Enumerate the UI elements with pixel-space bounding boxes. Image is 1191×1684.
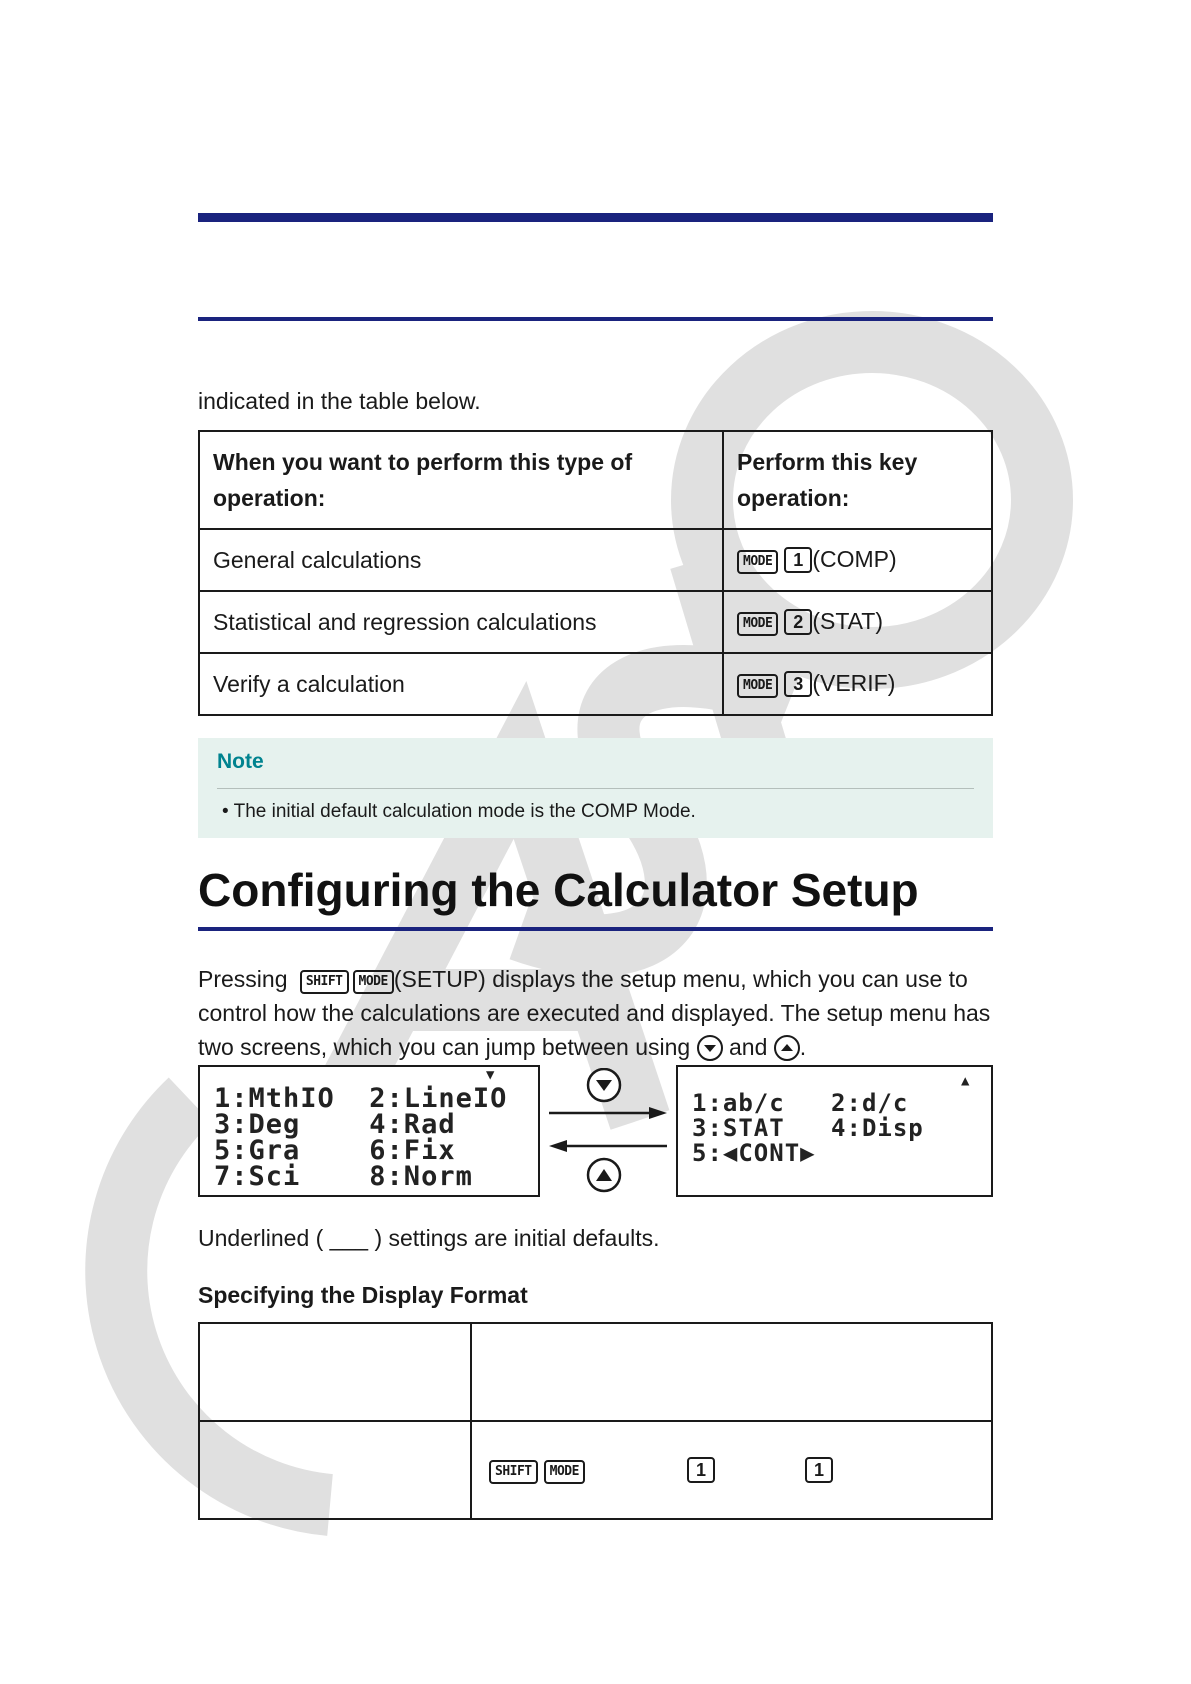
mode-table-header-right bbox=[723, 431, 992, 529]
table-cell-keys bbox=[471, 1421, 992, 1519]
row-result: (STAT) bbox=[812, 608, 883, 634]
setup-pre: Pressing bbox=[198, 966, 288, 992]
mode-table-header bbox=[199, 431, 992, 529]
row-label: General calculations bbox=[199, 529, 723, 591]
table-row bbox=[199, 591, 992, 653]
mode-table bbox=[198, 430, 993, 716]
header-left-text: When you want to perform this type of operation: bbox=[213, 449, 633, 511]
note-box bbox=[198, 738, 993, 838]
forward-arrow-head bbox=[649, 1107, 667, 1119]
row-keys bbox=[723, 591, 992, 653]
section-title-rule bbox=[198, 927, 993, 931]
header-rule-thick bbox=[198, 213, 993, 222]
screen-navigation-arrows bbox=[545, 1068, 675, 1200]
table-cell bbox=[471, 1323, 992, 1421]
section-title: Configuring the Calculator Setup bbox=[198, 864, 919, 916]
row-label: Statistical and regression calculations bbox=[199, 591, 723, 653]
table-row bbox=[199, 653, 992, 715]
row-label: Verify a calculation bbox=[199, 653, 723, 715]
table-row bbox=[199, 529, 992, 591]
row-result: (COMP) bbox=[812, 546, 897, 572]
mode-key: MODE bbox=[737, 550, 778, 574]
table-cell bbox=[199, 1421, 471, 1519]
screen-2-scroll-indicator: ▲ bbox=[961, 1073, 970, 1089]
header-right-text: Perform this key operation: bbox=[737, 449, 918, 511]
back-arrow-head bbox=[549, 1140, 567, 1152]
setup-screen-2 bbox=[676, 1065, 993, 1197]
table-row bbox=[199, 1421, 992, 1519]
screen-2-line: 3:STAT 4:Disp bbox=[692, 1114, 924, 1142]
table-cell bbox=[199, 1323, 471, 1421]
setup-and: and bbox=[729, 1034, 768, 1060]
screen-1-line: 5:Gra 6:Fix bbox=[214, 1135, 456, 1166]
setup-paragraph bbox=[198, 962, 993, 1064]
display-format-table bbox=[198, 1322, 993, 1520]
up-arrow-key-icon bbox=[774, 1035, 800, 1061]
note-divider bbox=[217, 788, 974, 789]
shift-key: SHIFT bbox=[300, 970, 349, 994]
note-title: Note bbox=[217, 750, 264, 773]
row-keys bbox=[723, 529, 992, 591]
intro-text: indicated in the table below. bbox=[198, 388, 481, 414]
screen-1-scroll-indicator: ▼ bbox=[486, 1067, 495, 1083]
num-key: 2 bbox=[784, 609, 812, 635]
note-text: • The initial default calculation mode is the COMP Mode. bbox=[222, 801, 696, 822]
header-rule-thin bbox=[198, 317, 993, 321]
mode-key: MODE bbox=[737, 612, 778, 636]
down-arrow-key-icon bbox=[697, 1035, 723, 1061]
setup-screen-1 bbox=[198, 1065, 540, 1197]
mode-table-header-left bbox=[199, 431, 723, 529]
screen-1-line: 7:Sci 8:Norm bbox=[214, 1161, 473, 1192]
row-result: (VERIF) bbox=[812, 670, 896, 696]
row-keys bbox=[723, 653, 992, 715]
shift-key: SHIFT bbox=[489, 1460, 538, 1484]
defaults-text: Underlined ( ___ ) settings are initial defaults. bbox=[198, 1225, 660, 1251]
num-key: 1 bbox=[784, 547, 812, 573]
screen-2-line: 1:ab/c 2:d/c bbox=[692, 1089, 909, 1117]
screen-1-line: 3:Deg 4:Rad bbox=[214, 1109, 456, 1140]
setup-end: . bbox=[799, 1034, 807, 1060]
num-key: 1 bbox=[687, 1457, 715, 1483]
mode-key: MODE bbox=[737, 674, 778, 698]
num-key: 1 bbox=[805, 1457, 833, 1483]
screen-1-line: 1:MthIO 2:LineIO bbox=[214, 1083, 508, 1114]
screen-2-line: 5:◀CONT▶ bbox=[692, 1139, 816, 1167]
mode-key: MODE bbox=[544, 1460, 585, 1484]
setup-post: (SETUP) displays the setup menu, which you can use to control how the calculations are executed and displayed. The setup menu has two screens, which you can jump between using bbox=[198, 966, 991, 1060]
table-row bbox=[199, 1323, 992, 1421]
mode-key: MODE bbox=[353, 970, 394, 994]
display-format-heading: Specifying the Display Format bbox=[198, 1282, 528, 1308]
num-key: 3 bbox=[784, 671, 812, 697]
